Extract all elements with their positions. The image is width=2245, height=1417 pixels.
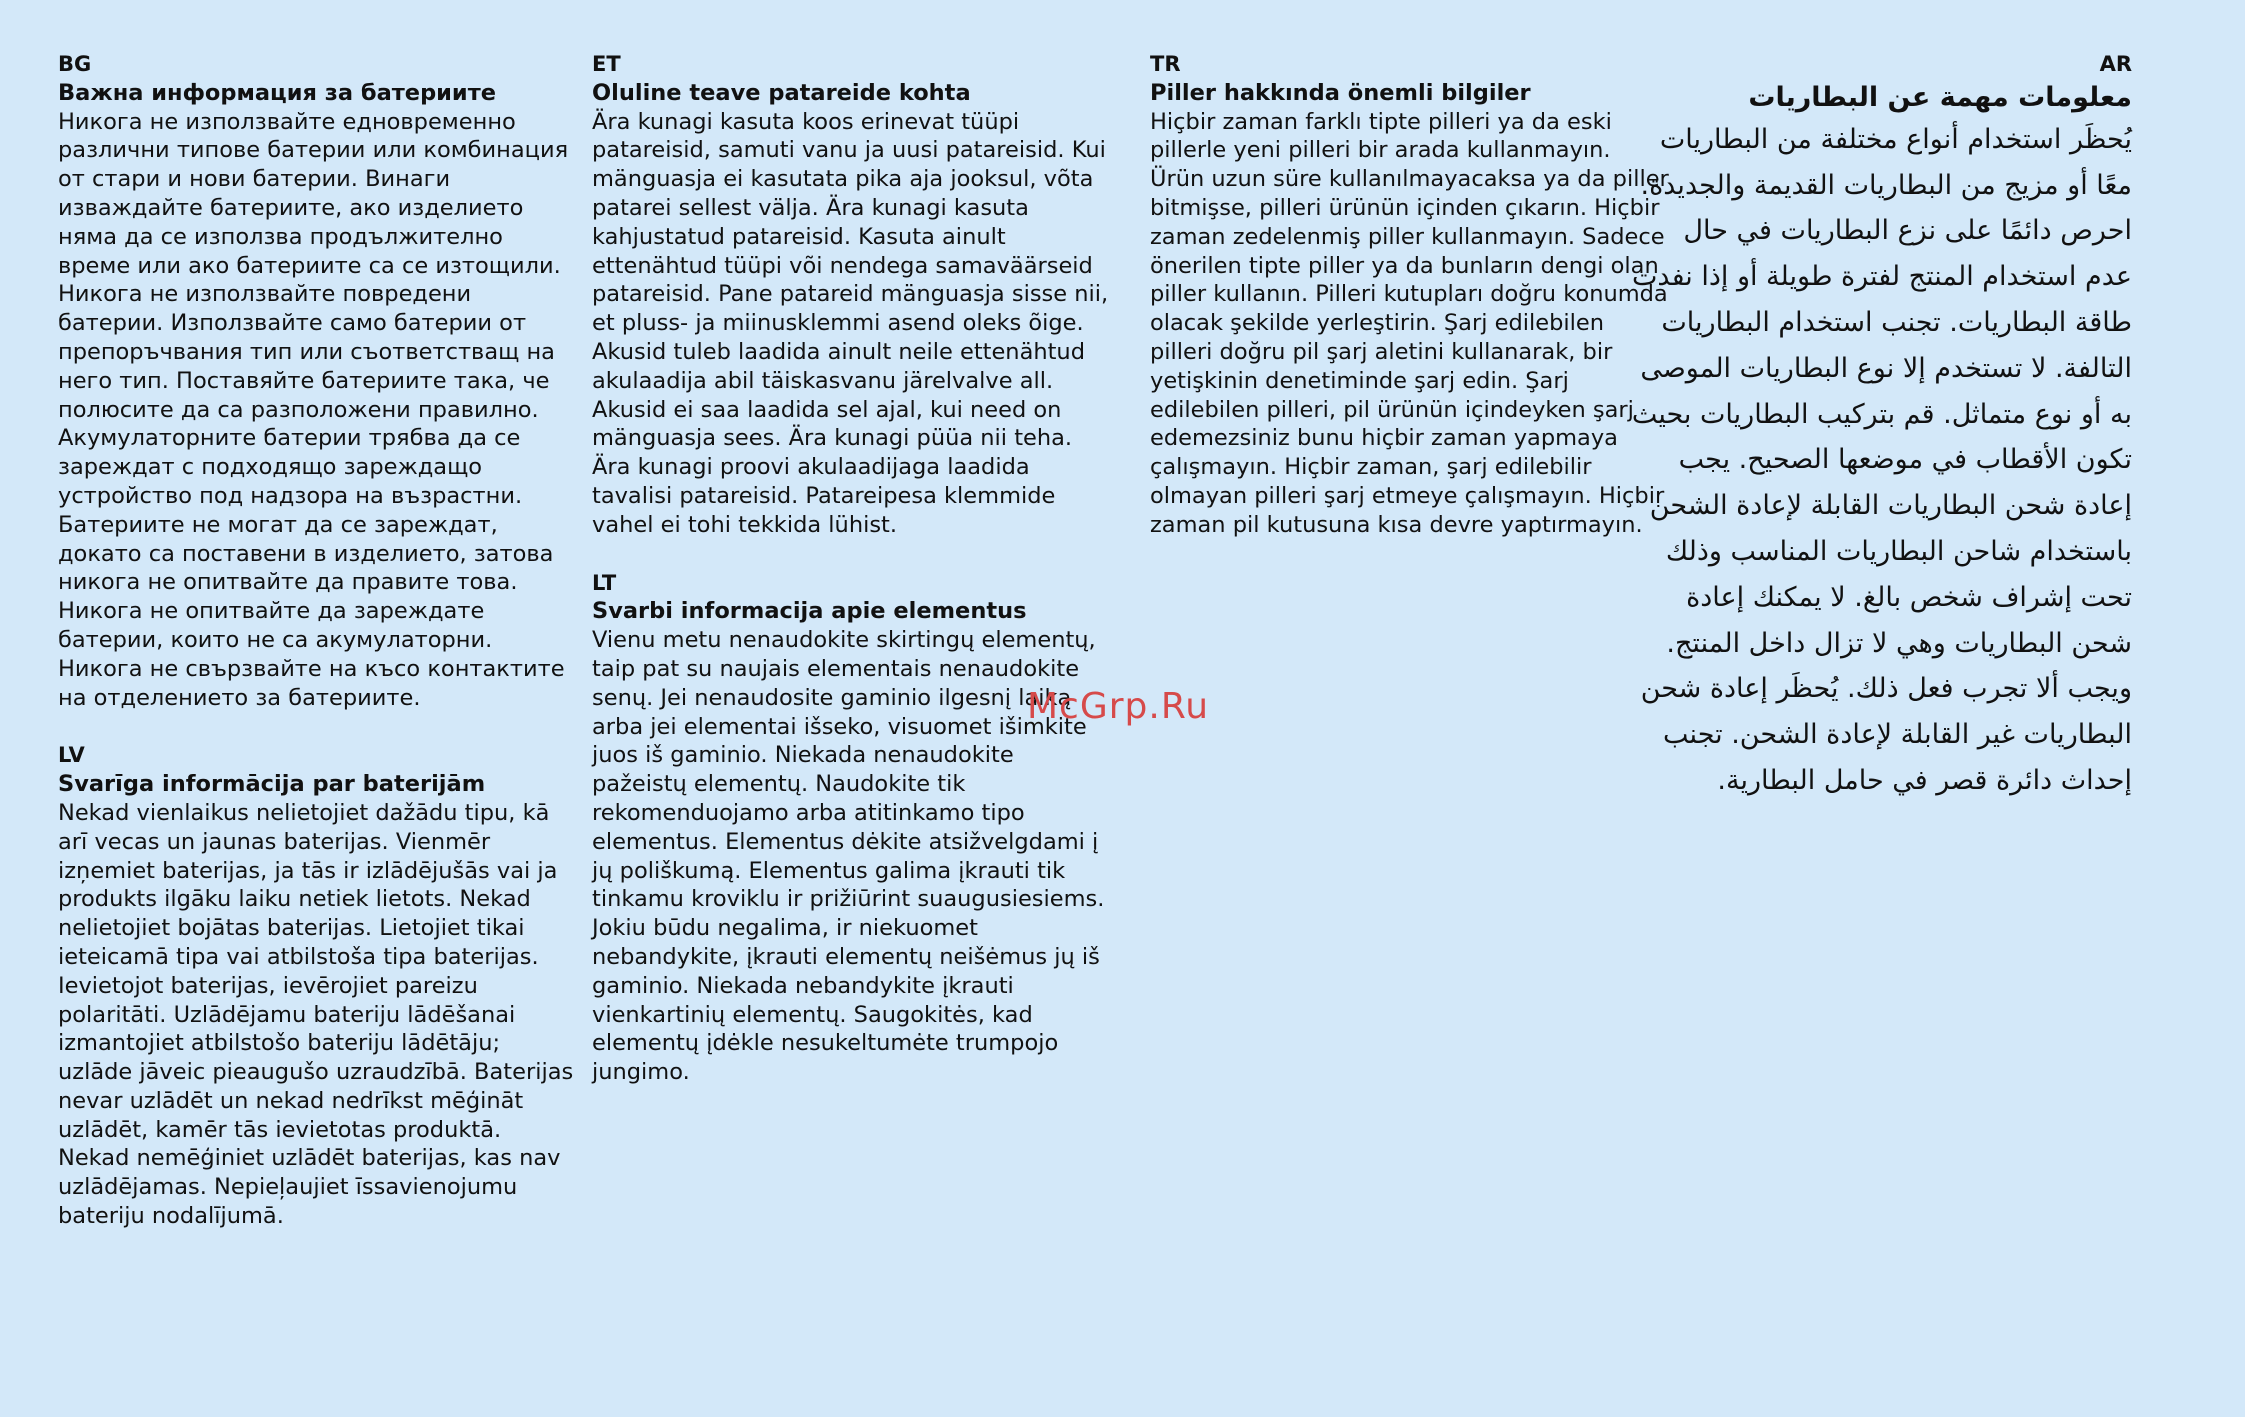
column-3 [1150, 50, 1670, 569]
section-bg [58, 50, 578, 712]
section-tr [1150, 50, 1670, 540]
section-heading: Piller hakkında önemli bilgiler [1150, 79, 1531, 106]
section-body: Никога не използвайте едновременно различни типове батерии или комбинация от стари и нови батерии. Винаги изваждайте батериите, ако изделието няма да се използва продължително време или ако батериите са се изтощили. Никога не използвайте повредени батерии. Използвайте само батерии от препоръчвания тип или съответстващ на него тип. Поставяйте батериите така, че полюсите да са разположени правилно. Акумулаторните батерии трябва да се зареждат с подходящо зареждащо устройство под надзора на възрастни. Батериите не могат да се зареждат, докато са поставени в изделието, затова никога не опитвайте да правите това. Никога не опитвайте да зареждате батерии, които не са акумулаторни. Никога не свързвайте на късо контактите на отделението за батериите. [58, 108, 569, 711]
column-1 [58, 50, 578, 1260]
section-heading: معلومات مهمة عن البطاريات [1748, 81, 2132, 113]
section-body: Nekad vienlaikus nelietojiet dažādu tipu, kā arī vecas un jaunas baterijas. Vienmēr izņemiet baterijas, ja tās ir izlādējušās vai ja produkts ilgāku laiku netiek lietots. Nekad nelietojiet bojātas baterijas. Lietojiet tikai ieteicamā tipa vai atbilstoša tipa baterijas. Ievietojot baterijas, ievērojiet pareizu polaritāti. Uzlādējamu bateriju lādēšanai izmantojiet atbilstošo bateriju lādētāju; uzlāde jāveic pieaugušo uzraudzībā. Baterijas nevar uzlādēt un nekad nedrīkst mēģināt uzlādēt, kamēr tās ievietotas produktā. Nekad nemēģiniet uzlādēt baterijas, kas nav uzlādējamas. Nepieļaujiet īssavienojumu bateriju nodalījumā. [58, 799, 574, 1230]
language-code: LV [58, 743, 85, 768]
section-body: Vienu metu nenaudokite skirtingų elementų, taip pat su naujais elementais nenaudokite senų. Jei nenaudosite gaminio ilgesnį laiką arba jei elementai išseko, visuomet išimkite juos iš gaminio. Niekada nenaudokite pažeistų elementų. Naudokite tik rekomenduojamo arba atitinkamo tipo elementus. Elementus dėkite atsižvelgdami į jų poliškumą. Elementus galima įkrauti tik tinkamu kroviklu ir prižiūrint suaugusiesiems. Jokiu būdu negalima, ir niekuomet nebandykite, įkrauti elementų neišėmus jų iš gaminio. Niekada nebandykite įkrauti vienkartinių elementų. Saugokitės, kad elementų įdėkle nesukeltumėte trumpojo jungimo. [592, 627, 1105, 1086]
section-heading: Oluline teave patareide kohta [592, 79, 971, 106]
language-code: ET [592, 52, 621, 76]
section-heading: Svarīga informācija par baterijām [58, 771, 486, 798]
section-body: Hiçbir zaman farklı tipte pilleri ya da eski pillerle yeni pilleri bir arada kullanmayın. Ürün uzun süre kullanılmayacaksa ya da piller bitmişse, pilleri ürünün içinden çıkarın. Hiçbir zaman zedelenmiş piller kullanmayın. Sadece önerilen tipte piller ya da bunların dengi olan piller kullanın. Pilleri kutupları doğru konumda olacak şekilde yerleştirin. Şarj edilebilen pilleri doğru pil şarj aletini kullanarak, bir yetişkinin denetiminde şarj edin. Şarj edilebilen pilleri, pil ürünün içindeyken şarj edemezsiniz bunu hiçbir zaman yapmaya çalışmayın. Hiçbir zaman, şarj edilebilir olmayan pilleri şarj etmeye çalışmayın. Hiçbir zaman pil kutusuna kısa devre yaptırmayın. [1150, 108, 1669, 538]
section-heading: Важна информация за батериите [58, 79, 497, 106]
language-code: LT [592, 570, 617, 595]
section-lt [592, 569, 1112, 1087]
watermark: McGrp.Ru [1027, 686, 1210, 727]
section-lv [58, 741, 578, 1231]
language-code: TR [1150, 52, 1181, 76]
section-ar [1630, 50, 2132, 804]
column-4 [1630, 50, 2132, 833]
section-heading: Svarbi informacija apie elementus [592, 598, 1027, 625]
section-et [592, 50, 1112, 540]
section-body: يُحظَر استخدام أنواع مختلفة من البطاريات معًا أو مزيج من البطاريات القديمة والجديدة. احرص دائمًا على نزع البطاريات في حال عدم استخدام المنتج لفترة طويلة أو إذا نفدت طاقة البطاريات. تجنب استخدام البطاريات التالفة. لا تستخدم إلا نوع البطاريات الموصى به أو نوع متماثل. قم بتركيب البطاريات بحيث تكون الأقطاب في موضعها الصحيح. يجب إعادة شحن البطاريات القابلة لإعادة الشحن باستخدام شاحن البطاريات المناسب وذلك تحت إشراف شخص بالغ. لا يمكنك إعادة شحن البطاريات وهي لا تزال داخل المنتج. ويجب ألا تجرب فعل ذلك. يُحظَر إعادة شحن البطاريات غير القابلة لإعادة الشحن. تجنب إحداث دائرة قصر في حامل البطارية. [1631, 123, 2132, 796]
column-2 [592, 50, 1112, 1116]
section-body: Ära kunagi kasuta koos erinevat tüüpi patareisid, samuti vanu ja uusi patareisid. Kui mänguasja ei kasutata pika aja jooksul, võta patarei sellest välja. Ära kunagi kasuta kahjustatud patareisid. Kasuta ainult ettenähtud tüüpi või nendega samaväärseid patareisid. Pane patareid mänguasja sisse nii, et pluss- ja miinusklemmi asend oleks õige. Akusid tuleb laadida ainult neile ettenähtud akulaadija abil täiskasvanu järelvalve all. Akusid ei saa laadida sel ajal, kui need on mänguasja sees. Ära kunagi püüa nii teha. Ära kunagi proovi akulaadijaga laadida tavalisi patareisid. Patareipesa klemmide vahel ei tohi tekkida lühist. [592, 108, 1109, 538]
language-code: AR [2099, 52, 2132, 76]
language-code: BG [58, 52, 92, 76]
